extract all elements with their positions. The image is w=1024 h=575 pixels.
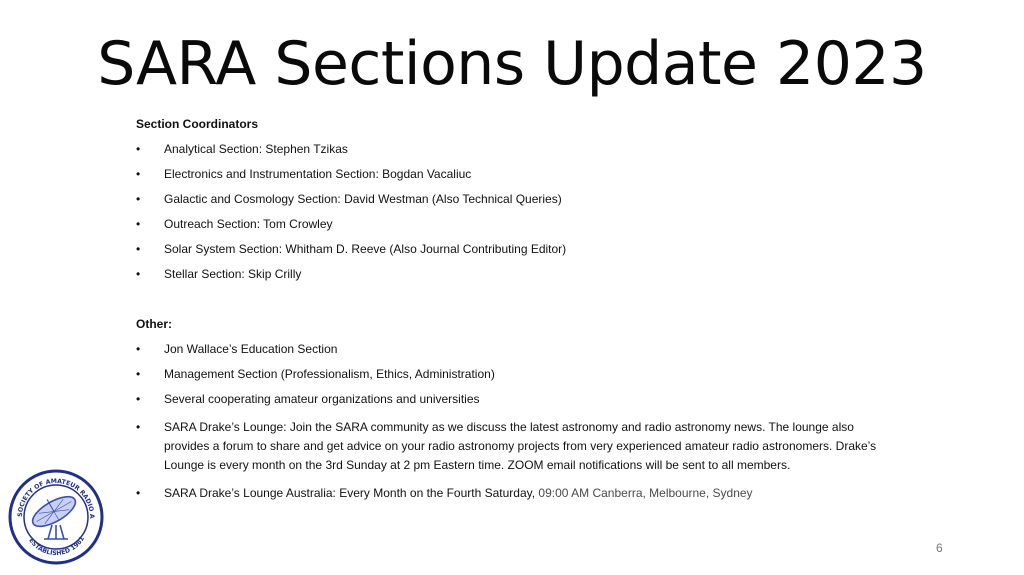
- slide-title: SARA Sections Update 2023: [97, 29, 927, 99]
- other-heading: Other:: [136, 317, 172, 331]
- list-item: • Analytical Section: Stephen Tzikas: [136, 140, 896, 159]
- list-item: • Several cooperating amateur organizations and universities: [136, 390, 896, 409]
- list-item: • Management Section (Professionalism, Ethics, Administration): [136, 365, 896, 384]
- australia-lounge-text: SARA Drake’s Lounge Australia: Every Month on the Fourth Saturday,: [164, 486, 536, 500]
- slide-number: 6: [936, 541, 943, 555]
- logo-text-top: SOCIETY OF AMATEUR RADIO A: [16, 477, 96, 519]
- section-coordinators-heading: Section Coordinators: [136, 117, 259, 131]
- logo-text-bottom: ESTABLISHED 1981: [27, 535, 87, 558]
- list-item: • Outreach Section: Tom Crowley: [136, 215, 896, 234]
- sara-logo: [8, 467, 104, 567]
- list-item: • Galactic and Cosmology Section: David Westman (Also Technical Queries): [136, 190, 896, 209]
- list-item: • Jon Wallace’s Education Section: [136, 340, 896, 359]
- list-item: • SARA Drake’s Lounge: Join the SARA community as we discuss the latest astronomy and radio astronomy news. The lounge also provides a forum to share and get advice on your radio astronomy projects from very experienced amateur radio astronomers. Drake’s Lounge is every month on the 3rd Sunday at 2 pm Eastern time. ZOOM email notifications will be sent to all members.: [136, 418, 896, 475]
- list-item: • Stellar Section: Skip Crilly: [136, 265, 896, 284]
- list-item-australia: [136, 484, 896, 503]
- australia-lounge-times: 09:00 AM Canberra, Melbourne, Sydney: [535, 486, 753, 500]
- list-item: • Electronics and Instrumentation Section: Bogdan Vacaliuc: [136, 165, 896, 184]
- slide-content: [136, 116, 896, 503]
- list-item: • Solar System Section: Whitham D. Reeve (Also Journal Contributing Editor): [136, 240, 896, 259]
- radio-telescope-dish-icon: [8, 467, 104, 567]
